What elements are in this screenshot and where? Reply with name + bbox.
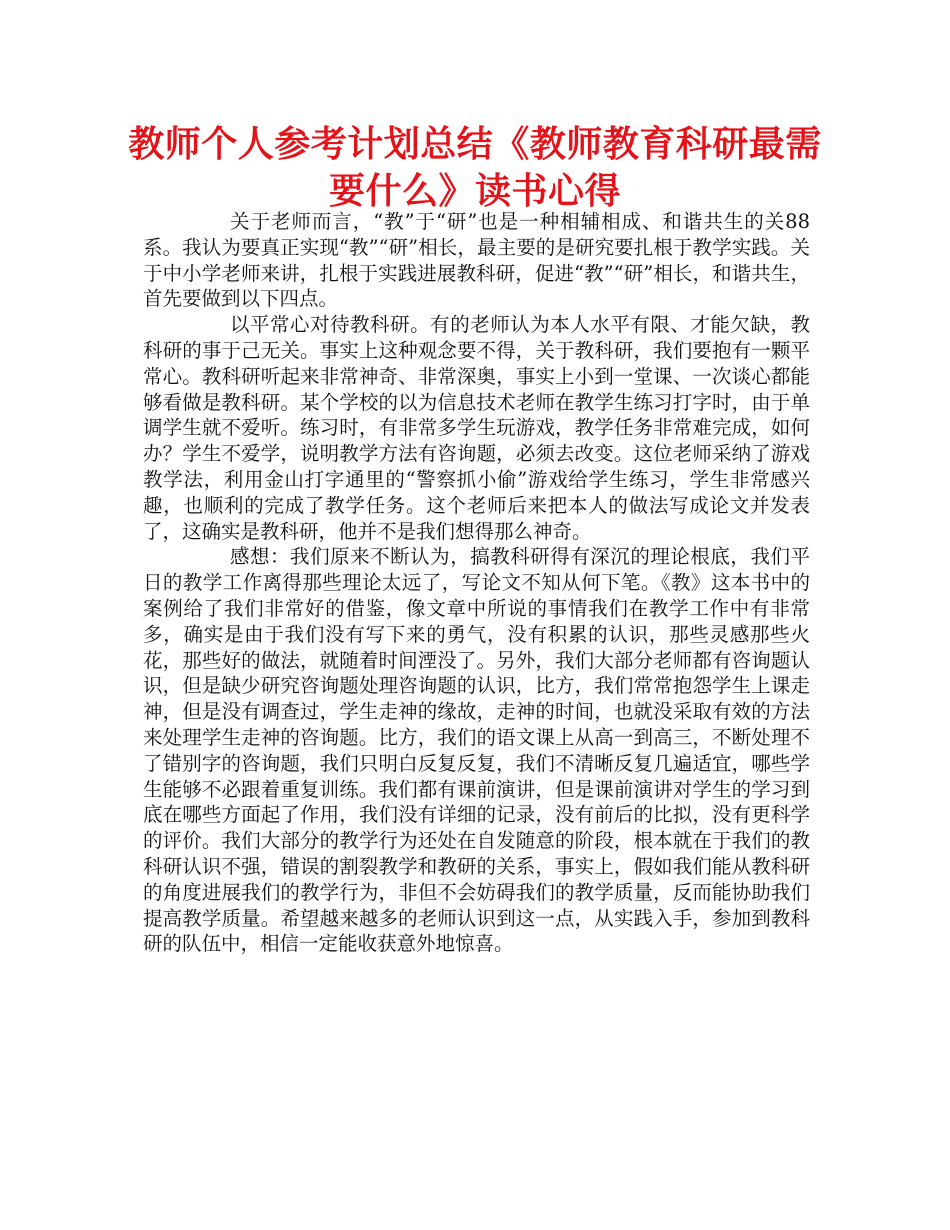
document-title: 教师个人参考计划总结《教师教育科研最需要什么》读书心得 [128, 124, 822, 212]
paragraph-ordinary-mind: 以平常心对待教科研。有的老师认为本人水平有限、才能欠缺，教科研的事于己无关。事实上这种观念要不得，关于教科研，我们要抱有一颗平常心。教科研听起来非常神奇、非常深奥，事实上小到一堂课、一次谈心都能够看做是教科研。某个学校的以为信息技术老师在教学生练习打字时，由于单调学生就不爱听。练习时，有非常多学生玩游戏，教学任务非常难完成，如何办？学生不爱学，说明教学方法有咨询题，必须去改变。这位老师采纳了游戏教学法，利用金山打字通里的“警察抓小偷”游戏给学生练习，学生非常感兴趣，也顺利的完成了教学任务。这个老师后来把本人的做法写成论文并发表了，这确实是教科研，他并不是我们想得那么神奇。 [143, 313, 810, 543]
paragraph-reflection: 感想：我们原来不断认为，搞教科研得有深沉的理论根底，我们平日的教学工作离得那些理论太远了，写论文不知从何下笔。《教》这本书中的案例给了我们非常好的借鉴，像文章中所说的事情我们在教学工作中有非常多，确实是由于我们没有写下来的勇气，没有积累的认识，那些灵感那些火花，那些好的做法，就随着时间湮没了。另外，我们大部分老师都有咨询题认识，但是缺少研究咨询题处理咨询题的认识，比方，我们常常抱怨学生上课走神，但是没有调查过，学生走神的缘故，走神的时间，也就没采取有效的方法来处理学生走神的咨询题。比方，我们的语文课上从高一到高三，不断处理不了错别字的咨询题，我们只明白反复反复，我们不清晰反复几遍适宜，哪些学生能够不必跟着重复训练。我们都有课前演讲，但是课前演讲对学生的学习到底在哪些方面起了作用，我们没有详细的记录，没有前后的比拟，没有更科学的评价。我们大部分的教学行为还处在自发随意的阶段，根本就在于我们的教科研认识不强，错误的割裂教学和教研的关系，事实上，假如我们能从教科研的角度进展我们的教学行为，非但不会妨碍我们的教学质量，反而能协助我们提高教学质量。希望越来越多的老师认识到这一点，从实践入手，参加到教科研的队伍中，相信一定能收获意外地惊喜。 [143, 545, 810, 956]
document-body [143, 209, 810, 957]
paragraph-intro: 关于老师而言，“教”于“研”也是一种相辅相成、和谐共生的关88系。我认为要真正实现“教”“研”相长，最主要的是研究要扎根于教学实践。关于中小学老师来讲，扎根于实践进展教科研，促进“教”“研”相长，和谐共生，首先要做到以下四点。 [143, 210, 810, 311]
